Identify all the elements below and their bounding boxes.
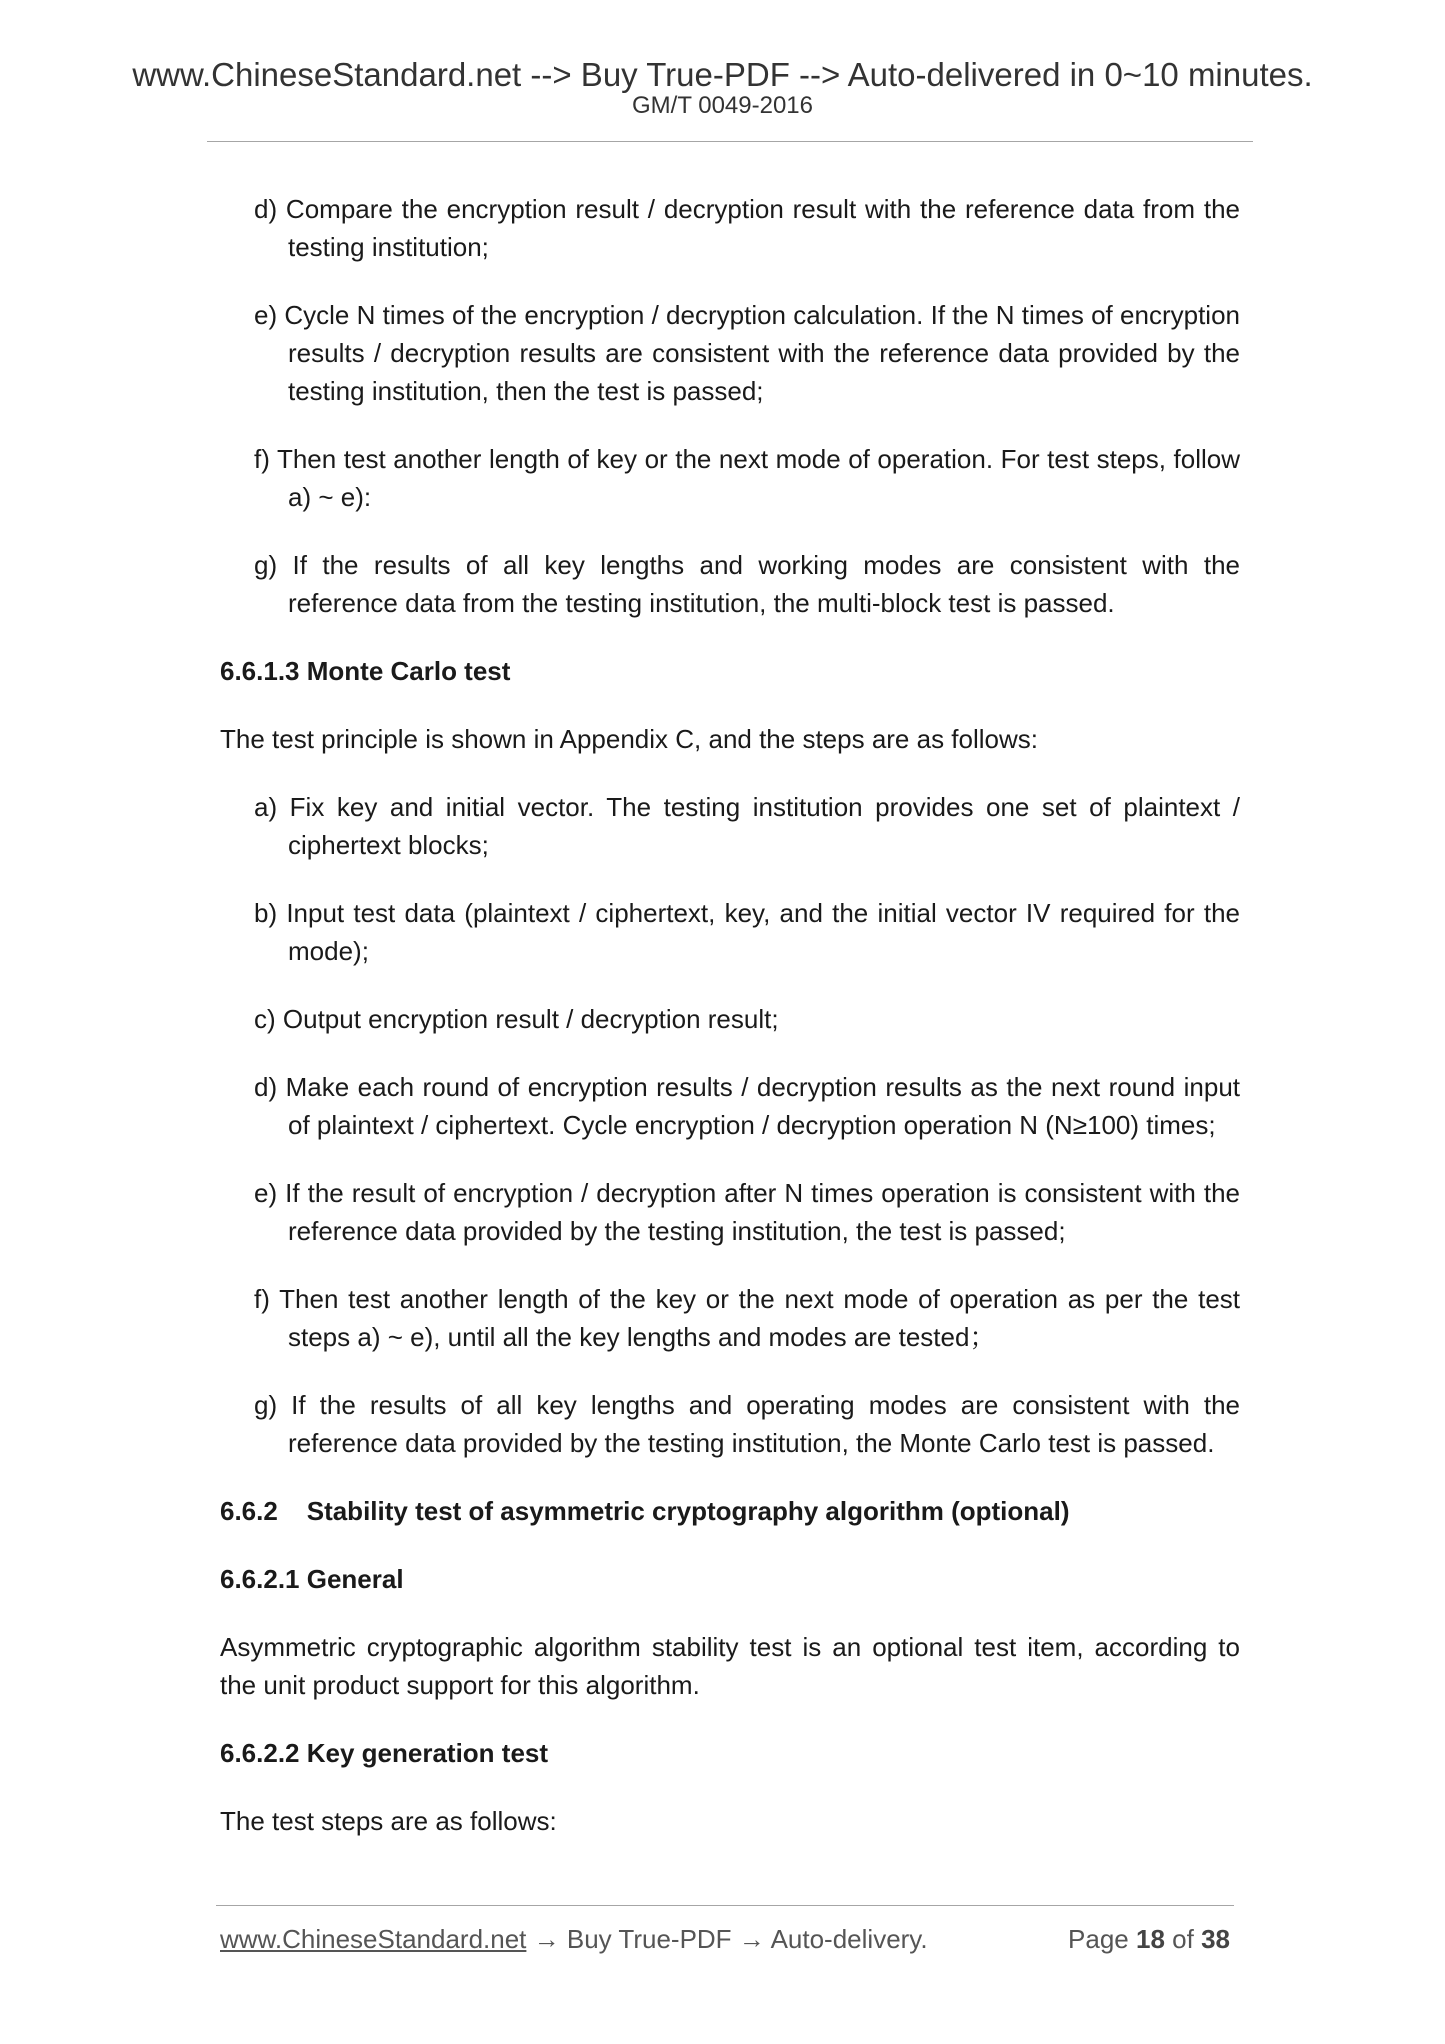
footer-left — [220, 1922, 928, 1956]
footer-divider — [216, 1905, 1234, 1906]
list-item-g: g) If the results of all key lengths and working modes are consistent with the reference data from the testing institution, the multi-block test is passed. — [254, 550, 1240, 618]
section-heading-key-generation: 6.6.2.2 Key generation test — [220, 1738, 549, 1768]
footer-tagline: → Buy True-PDF → Auto-delivery. — [526, 1924, 928, 1954]
standard-code: GM/T 0049-2016 — [632, 92, 813, 119]
page-label: Page — [1068, 1924, 1129, 1954]
header-divider — [207, 141, 1253, 142]
monte-carlo-step-e: e) If the result of encryption / decryption after N times operation is consistent with the reference data provided by the testing institution, the test is passed; — [254, 1178, 1240, 1246]
monte-carlo-step-a: a) Fix key and initial vector. The testing institution provides one set of plaintext / ciphertext blocks; — [254, 792, 1240, 860]
monte-carlo-step-b: b) Input test data (plaintext / ciphertext, key, and the initial vector IV required for the mode); — [254, 898, 1240, 966]
page-content — [220, 190, 1240, 1870]
general-paragraph: Asymmetric cryptographic algorithm stability test is an optional test item, according to the unit product support for this algorithm. — [220, 1632, 1240, 1700]
footer-site-link[interactable]: www.ChineseStandard.net — [220, 1924, 527, 1954]
section-heading-monte-carlo: 6.6.1.3 Monte Carlo test — [220, 656, 511, 686]
monte-carlo-intro: The test principle is shown in Appendix C, and the steps are as follows: — [220, 724, 1038, 754]
of-label: of — [1172, 1924, 1194, 1954]
monte-carlo-step-g: g) If the results of all key lengths and operating modes are consistent with the reference data provided by the testing institution, the Monte Carlo test is passed. — [254, 1390, 1240, 1458]
monte-carlo-step-c: c) Output encryption result / decryption result; — [254, 1004, 779, 1034]
page-footer — [220, 1922, 1230, 1956]
page-total: 38 — [1201, 1924, 1230, 1954]
monte-carlo-step-f: f) Then test another length of the key or the next mode of operation as per the test steps a) ~ e), until all the key lengths and modes are tested； — [254, 1284, 1240, 1352]
section-heading-asymmetric: 6.6.2 Stability test of asymmetric cryptography algorithm (optional) — [220, 1496, 1070, 1526]
monte-carlo-step-d: d) Make each round of encryption results / decryption results as the next round input of plaintext / ciphertext. Cycle encryption / decryption operation N (N≥100) times; — [254, 1072, 1240, 1140]
key-generation-intro: The test steps are as follows: — [220, 1806, 557, 1836]
page-number: 18 — [1136, 1924, 1165, 1954]
page-indicator — [1068, 1922, 1230, 1956]
section-heading-general: 6.6.2.1 General — [220, 1564, 404, 1594]
list-item-f: f) Then test another length of key or the next mode of operation. For test steps, follow a) ~ e): — [254, 444, 1240, 512]
list-item-d: d) Compare the encryption result / decryption result with the reference data from the testing institution; — [254, 194, 1240, 262]
top-banner: www.ChineseStandard.net --> Buy True-PDF --> Auto-delivered in 0~10 minutes. — [132, 56, 1313, 93]
list-item-e: e) Cycle N times of the encryption / decryption calculation. If the N times of encryption results / decryption results are consistent with the reference data provided by the testing institution, then the test is passed; — [254, 300, 1240, 406]
